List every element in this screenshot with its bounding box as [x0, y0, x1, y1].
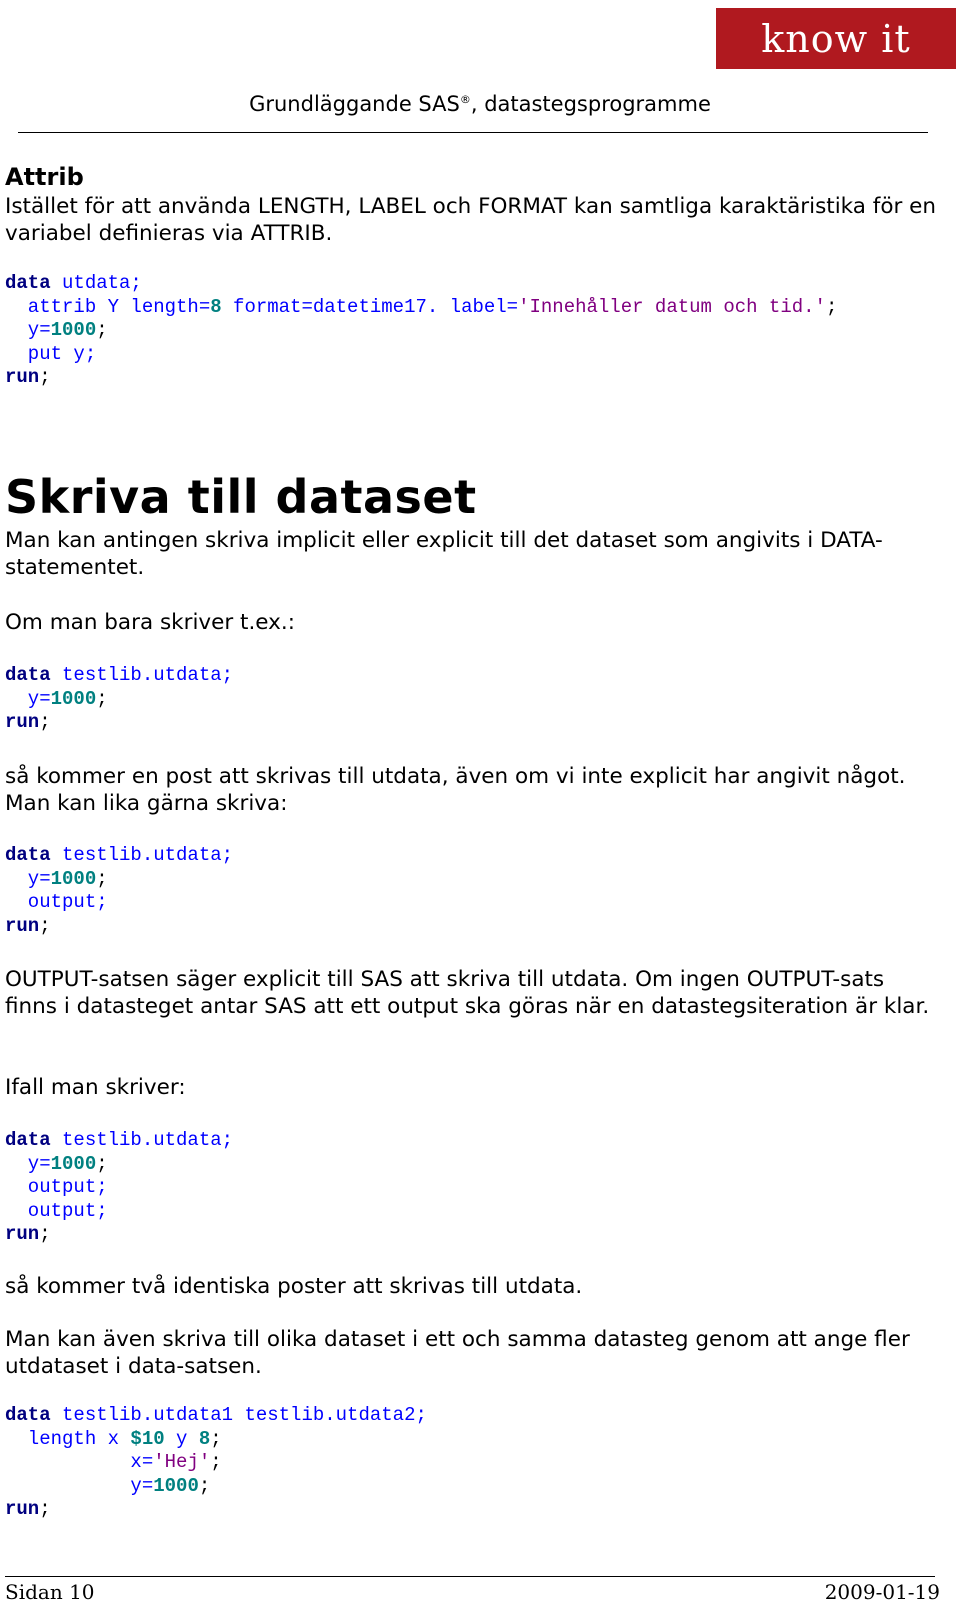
document-title: Grundläggande SAS®, datastegsprogramme	[249, 92, 711, 116]
paragraph-4: OUTPUT-satsen säger explicit till SAS att skriva till utdata. Om ingen OUTPUT-sats finns i datasteget antar SAS att ett output ska göras när en datastegsiteration är klar.	[5, 967, 930, 1019]
code-block-4: data testlib.utdata; y=1000; output; output; run;	[5, 1129, 234, 1245]
skriva-heading: Skriva till dataset	[5, 470, 477, 524]
code-block-attrib: data utdata; attrib Y length=8 format=datetime17. label='Innehåller datum och tid.'; y=1000; put y; run;	[5, 272, 838, 388]
code-block-3: data testlib.utdata; y=1000; output; run;	[5, 844, 234, 937]
attrib-text: Istället för att använda LENGTH, LABEL och FORMAT kan samtliga karaktäristika för en variabel definieras via ATTRIB.	[5, 194, 937, 246]
page-number: Sidan 10	[5, 1580, 95, 1604]
paragraph-6: så kommer två identiska poster att skrivas till utdata.	[5, 1274, 583, 1299]
paragraph-2: Om man bara skriver t.ex.:	[5, 610, 295, 635]
paragraph-1: Man kan antingen skriva implicit eller explicit till det dataset som angivits i DATA-statementet.	[5, 528, 883, 580]
code-block-5: data testlib.utdata1 testlib.utdata2; length x $10 y 8; x='Hej'; y=1000; run;	[5, 1404, 427, 1520]
paragraph-7: Man kan även skriva till olika dataset i ett och samma datasteg genom att ange fler utdataset i data-satsen.	[5, 1327, 910, 1379]
header-divider	[18, 132, 928, 133]
footer-divider	[5, 1576, 935, 1577]
paragraph-5: Ifall man skriver:	[5, 1075, 186, 1100]
know-it-logo: know it	[716, 8, 956, 69]
document-date: 2009-01-19	[824, 1580, 940, 1604]
attrib-heading: Attrib	[5, 163, 84, 191]
code-block-2: data testlib.utdata; y=1000; run;	[5, 664, 234, 733]
paragraph-3: så kommer en post att skrivas till utdata, även om vi inte explicit har angivit något. Man kan lika gärna skriva:	[5, 764, 906, 816]
